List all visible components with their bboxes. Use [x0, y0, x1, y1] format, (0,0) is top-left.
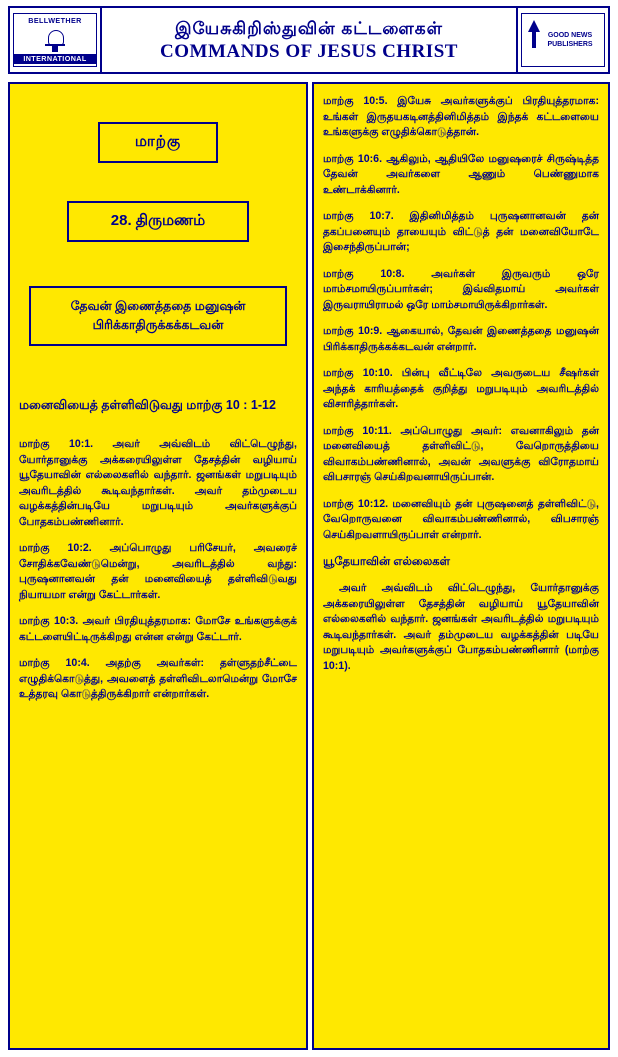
verse-paragraph: மாற்கு 10:3. அவர் பிரதியுத்தரமாக: மோசே உங்களுக்குக் கட்டளையிட்டிருக்கிறது என்ன என்று கேட்டார். — [19, 615, 297, 643]
verse-paragraph: மாற்கு 10:11. அப்பொழுது அவர்: எவனாகிலும் தன் மனைவியைத் தள்ளிவிட்டு, வேறொருத்தியை விவாகம்பண்ணினால், அவன் அவளுக்கு விரோதமாய் விபசாரஞ் செய்கிறவனாயிருப்பான். — [323, 424, 599, 483]
sub-heading: யூதேயாவின் எல்லைகள் — [323, 556, 451, 568]
content-columns — [8, 82, 610, 1050]
verse-paragraph: மாற்கு 10:8. அவர்கள் இருவரும் ஒரே மாம்சமாயிருப்பார்கள்; இவ்விதமாய் அவர்கள் இருவராயிராமல் ஒரே மாம்சமாயிருக்கிறார்கள். — [323, 267, 599, 311]
left-column — [8, 82, 308, 1050]
bellwether-top-label: BELLWETHER — [28, 16, 82, 25]
page-header — [8, 6, 610, 74]
verse-paragraph: மாற்கு 10:9. ஆகையால், தேவன் இணைத்ததை மனுஷன் பிரிக்காதிருக்கக்கடவன் என்றார். — [323, 325, 599, 353]
good-news-publishers-logo — [516, 8, 608, 72]
bellwether-bottom-label: INTERNATIONAL — [14, 54, 96, 64]
theme-statement-box: தேவன் இணைத்ததை மனுஷன் பிரிக்காதிருக்கக்கடவன் — [29, 286, 287, 346]
logo-frame-right — [521, 13, 605, 67]
logo-frame-left — [13, 13, 97, 67]
gnp-bottom-label: PUBLISHERS — [547, 41, 593, 48]
bell-icon — [42, 27, 68, 53]
closing-paragraph: அவர் அவ்விடம் விட்டெழுந்து, யோர்தானுக்கு அக்கரையிலுள்ள தேசத்தின் வழியாய் யூதேயாவின் எல்லைகளில் வந்தார். ஜனங்கள் அவரிடத்தில் மறுபடியும் கூடிவந்தார்கள். அவர் தம்முடைய வழக்கத்தின் படியே மறுபடியும் அவர்களுக்குப் போதகம்பண்ணினார் (மாற்கு 10:1). — [323, 582, 599, 672]
gnp-top-label: GOOD NEWS — [547, 32, 593, 39]
torch-stem-icon — [532, 32, 536, 48]
page-title — [102, 8, 516, 72]
verse-paragraph: மாற்கு 10:4. அதற்கு அவர்கள்: தள்ளுதற்சீட்டை எழுதிக்கொடுத்து, அவளைத் தள்ளிவிடலாமென்று மோசே உத்தரவு கொடுத்திருக்கிறார் என்றார்கள். — [19, 657, 297, 700]
verse-paragraph: மாற்கு 10:10. பின்பு வீட்டிலே அவருடைய சீஷர்கள் அந்தக் காரியத்தைக் குறித்து மறுபடியும் அவரிடத்தில் விசாரித்தார்கள். — [323, 367, 599, 410]
right-column — [312, 82, 610, 1050]
section-heading: மனைவியைத் தள்ளிவிடுவது மாற்கு 10 : 1-12 — [19, 398, 276, 412]
verse-paragraph: மாற்கு 10:1. அவர் அவ்விடம் விட்டெழுந்து, யோர்தானுக்கு அக்கரையிலுள்ள தேசத்தின் வழியாய் யூதேயாவின் எல்லைகளில் வந்தார். ஜனங்கள் மறுபடியும் அவரிடத்தில் கூடிவந்தார்கள். அவர் தம்முடைய வழக்கத்தின்படியே மறுபடியும் அவர்களுக்குப் போதகம்பண்ணினார். — [19, 438, 297, 528]
verse-paragraph: மாற்கு 10:12. மனைவியும் தன் புருஷனைத் தள்ளிவிட்டு, வேறொருவனை விவாகம்பண்ணினால், விபசாரஞ் செய்கிறவளாயிருப்பாள் என்றார். — [323, 497, 599, 541]
verse-paragraph: மாற்கு 10:6. ஆகிலும், ஆதியிலே மனுஷரைச் சிருஷ்டித்த தேவன் அவர்களை ஆணும் பெண்ணுமாக உண்டாக்கினார். — [323, 152, 599, 196]
chapter-title-box: 28. திருமணம் — [67, 201, 249, 242]
title-tamil: இயேசுகிறிஸ்துவின் கட்டளைகள் — [175, 19, 443, 38]
book-name-box: மாற்கு — [98, 122, 218, 163]
title-english: COMMANDS OF JESUS CHRIST — [160, 41, 458, 62]
verse-paragraph: மாற்கு 10:5. இயேசு அவர்களுக்குப் பிரதியுத்தரமாக: உங்கள் இருதயகடினத்தினிமித்தம் இந்தக் கட்டளையை உங்களுக்கு எழுதிக்கொடுத்தான். — [323, 95, 599, 138]
bellwether-international-logo — [10, 8, 102, 72]
verse-paragraph: மாற்கு 10:2. அப்பொழுது பரிசேயர், அவரைச் சோதிக்கவேண்டுமென்று, அவரிடத்தில் வந்து: புருஷனானவன் தன் மனைவியைத் தள்ளிவிடுவது நியாயமா என்று கேட்டார்கள். — [19, 542, 297, 601]
verse-paragraph: மாற்கு 10:7. இதினிமித்தம் புருஷனானவன் தன் தகப்பனையும் தாயையும் விட்டுத் தன் மனைவியோடே இசைந்திருப்பான்; — [323, 210, 599, 253]
torch-icon — [528, 20, 540, 32]
